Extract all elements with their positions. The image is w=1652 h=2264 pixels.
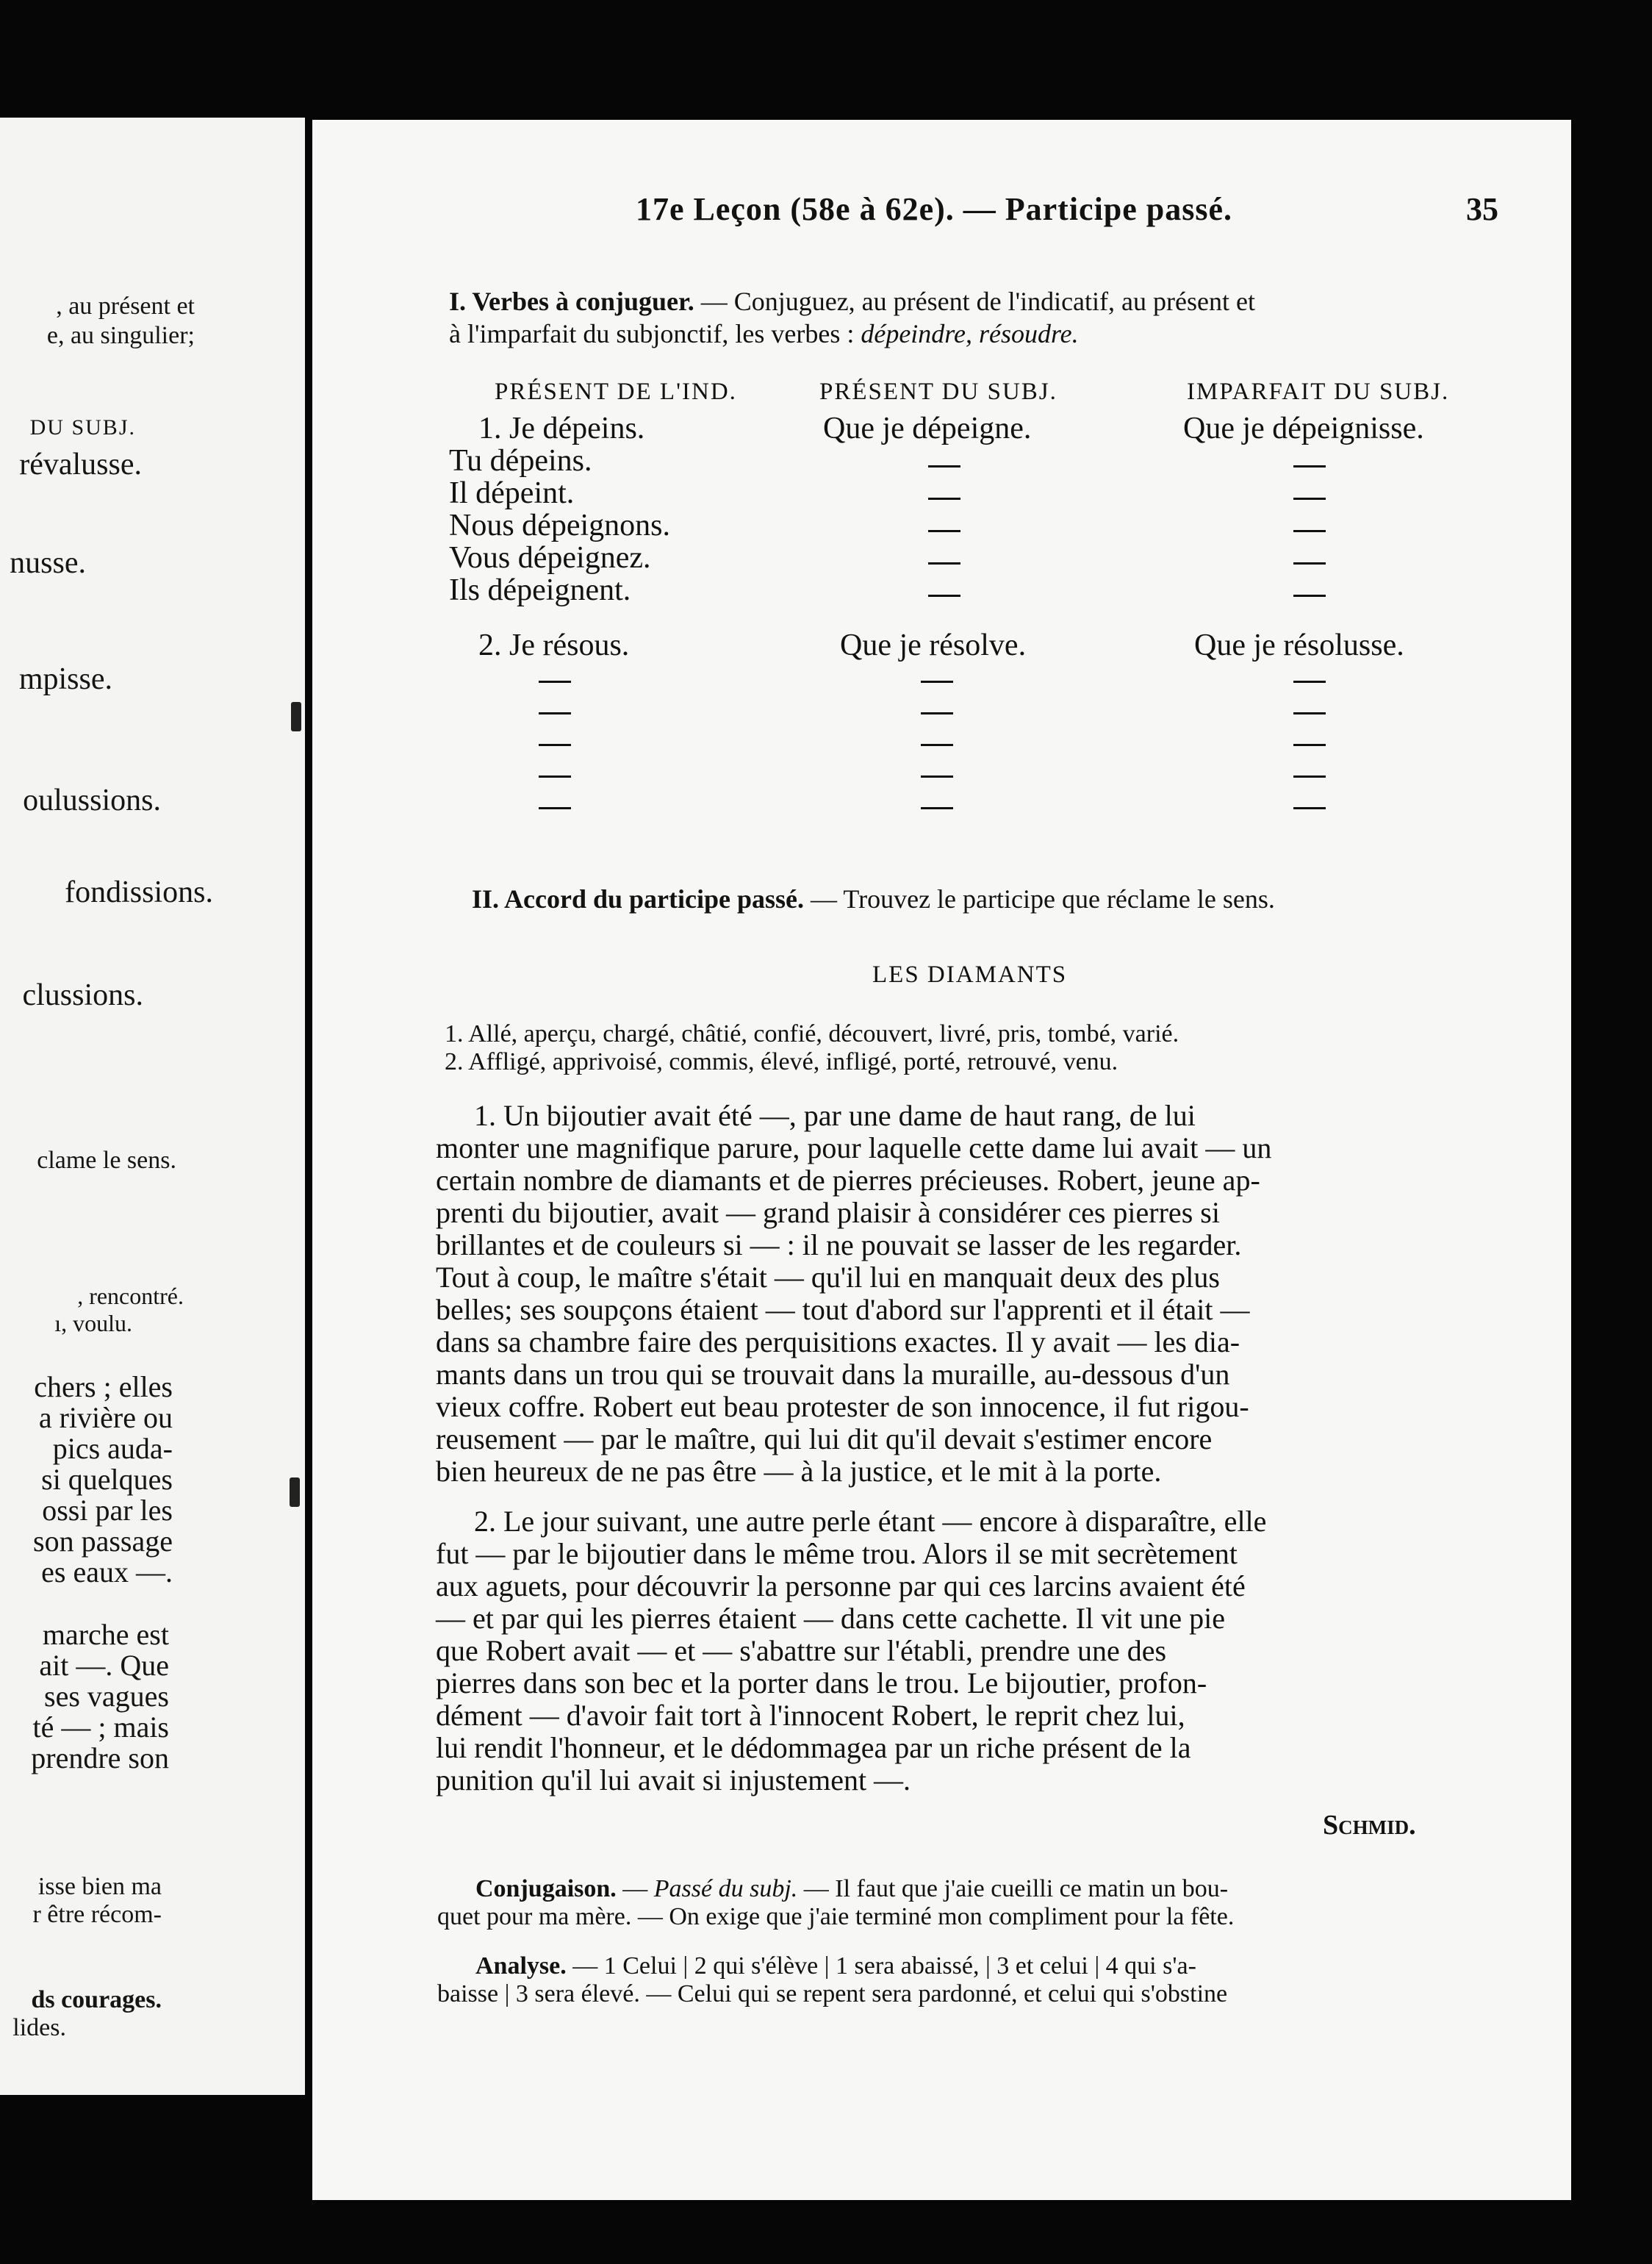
story-line: Tout à coup, le maître s'était — qu'il lui en manquait deux des plus	[436, 1261, 1220, 1294]
author-signature: Schmid.	[1323, 1810, 1416, 1841]
left-line: révalusse.	[19, 448, 142, 481]
blank-dash	[1293, 595, 1326, 597]
left-line: mpisse.	[18, 662, 112, 696]
col-header-imperfect-subjunctive: IMPARFAIT DU SUBJ.	[1187, 379, 1450, 405]
left-line: prendre son	[31, 1741, 169, 1774]
left-line: isse bien ma	[37, 1873, 162, 1900]
left-line: oulussions.	[23, 784, 161, 817]
left-line: , au présent et	[56, 293, 195, 320]
exercise-2-heading: II. Accord du participe passé.	[472, 884, 805, 914]
conjugaison-tense: Passé du subj.	[653, 1875, 798, 1902]
blank-dash	[1293, 465, 1326, 468]
story-line: 2. Le jour suivant, une autre perle étant — encore à disparaître, elle	[474, 1505, 1267, 1538]
conjugation-line: Ils dépeignent.	[449, 573, 631, 607]
page-number: 35	[1466, 191, 1498, 227]
analyse-line-1: — 1 Celui | 2 qui s'élève | 1 sera abaissé, | 3 et celui | 4 qui s'a-	[566, 1952, 1196, 1980]
story-paragraph-2	[436, 1505, 1266, 1796]
blank-dash	[539, 807, 571, 809]
story-line: aux aguets, pour découvrir la personne par qui ces larcins avaient été	[436, 1569, 1246, 1602]
blank-dash	[539, 744, 571, 746]
left-line: , rencontré.	[77, 1283, 184, 1309]
left-line: pics auda-	[52, 1432, 173, 1465]
word-list-2: 2. Affligé, apprivoisé, commis, élevé, infligé, porté, retrouvé, venu.	[445, 1048, 1118, 1075]
exercise-1-verbs: dépeindre, résoudre.	[861, 319, 1079, 348]
dash-column-subj-imperfect-1	[1293, 465, 1326, 627]
verb-1-subjunctive-present: Que je dépeigne.	[823, 412, 1032, 445]
exercise-1-instruction-line-1: — Conjuguez, au présent de l'indicatif, au présent et	[694, 287, 1255, 316]
analyse-line-2: baisse | 3 sera élevé. — Celui qui se repent sera pardonné, et celui qui s'obstine	[437, 1980, 1228, 2007]
blank-dash	[539, 712, 571, 714]
story-line: belles; ses soupçons étaient — tout d'abord sur l'apprenti et il était —	[436, 1293, 1250, 1326]
analyse-section	[437, 1952, 1227, 2008]
blank-dash	[1293, 498, 1326, 500]
left-line: r être récom-	[32, 1901, 162, 1928]
story-line: fut — par le bijoutier dans le même trou. Alors il se mit secrètement	[436, 1537, 1238, 1570]
left-line: ait —. Que	[39, 1649, 169, 1682]
exercise-1-heading: I. Verbes à conjuguer.	[449, 287, 694, 316]
left-line: DU SUBJ.	[29, 415, 136, 440]
exercise-2-instruction: — Trouvez le participe que réclame le sens.	[804, 884, 1275, 914]
story-line: certain nombre de diamants et de pierres précieuses. Robert, jeune ap-	[436, 1164, 1260, 1197]
story-line: vieux coffre. Robert eut beau protester de son innocence, il fut rigou-	[436, 1390, 1249, 1423]
verb-2-subjunctive-imperfect: Que je résolusse.	[1194, 628, 1404, 662]
blank-dash	[928, 498, 960, 500]
left-line: nusse.	[10, 546, 86, 580]
story-line: mants dans un trou qui se trouvait dans la muraille, au-dessous d'un	[436, 1358, 1230, 1391]
left-line: son passage	[33, 1525, 173, 1558]
story-line: reusement — par le maître, qui lui dit qu'il devait s'estimer encore	[436, 1422, 1213, 1455]
gutter-binding-mark	[291, 702, 301, 731]
conjugaison-section	[437, 1875, 1234, 1931]
col-header-present-subjunctive: PRÉSENT DU SUBJ.	[819, 379, 1057, 405]
story-line: 1. Un bijoutier avait été —, par une dame de haut rang, de lui	[474, 1099, 1196, 1132]
left-line: ı, voulu.	[54, 1310, 132, 1336]
verb-1-indicative-list	[449, 412, 670, 606]
left-line: ds courages.	[31, 1986, 162, 2013]
col-header-present-indicative: PRÉSENT DE L'IND.	[495, 379, 737, 405]
dash-column-subj-imperfect-2	[1293, 681, 1326, 839]
blank-dash	[1293, 775, 1326, 778]
analyse-label: Analyse.	[475, 1952, 567, 1980]
left-line: a rivière ou	[38, 1401, 173, 1434]
story-line: bien heureux de ne pas être — à la justice, et le mit à la porte.	[436, 1455, 1162, 1488]
blank-dash	[928, 595, 960, 597]
conjugaison-line-1: — Il faut que j'aie cueilli ce matin un bou-	[797, 1875, 1229, 1902]
left-line: clame le sens.	[37, 1147, 176, 1174]
blank-dash	[1293, 562, 1326, 565]
page-header-title: 17e Leçon (58e à 62e). — Participe passé.	[636, 191, 1233, 227]
gutter-binding-mark	[290, 1477, 300, 1507]
story-line: dément — d'avoir fait tort à l'innocent Robert, le reprit chez lui,	[436, 1699, 1185, 1732]
story-line: pierres dans son bec et la porter dans le trou. Le bijoutier, profon-	[436, 1666, 1207, 1699]
exercise-1-instruction-line-2: à l'imparfait du subjonctif, les verbes :	[449, 319, 861, 348]
blank-dash	[1293, 681, 1326, 683]
story-line: dans sa chambre faire des perquisitions exactes. Il y avait — les dia-	[436, 1325, 1240, 1358]
verb-1-subjunctive-imperfect: Que je dépeignisse.	[1183, 412, 1424, 445]
blank-dash	[921, 775, 953, 778]
story-line: lui rendit l'honneur, et le dédommagea par un riche présent de la	[436, 1731, 1191, 1764]
dash-column-subj-present-1	[928, 465, 960, 627]
left-line: chers ; elles	[34, 1370, 173, 1403]
dash-column-indicative-2	[539, 681, 571, 839]
verb-2-subjunctive-present: Que je résolve.	[840, 628, 1027, 662]
blank-dash	[921, 712, 953, 714]
conjugation-line: Vous dépeignez.	[449, 541, 651, 575]
left-line: ossi par les	[42, 1494, 173, 1527]
blank-dash	[539, 681, 571, 683]
blank-dash	[921, 681, 953, 683]
story-line: brillantes et de couleurs si — : il ne pouvait se lasser de les regarder.	[436, 1228, 1242, 1261]
dash-column-subj-present-2	[921, 681, 953, 839]
exercise-2-instructions	[472, 883, 1275, 915]
story-line: que Robert avait — et — s'abattre sur l'établi, prendre une des	[436, 1634, 1167, 1667]
story-title: LES DIAMANTS	[872, 961, 1068, 988]
blank-dash	[921, 744, 953, 746]
exercise-1-instructions	[449, 285, 1255, 350]
story-line: — et par qui les pierres étaient — dans cette cachette. Il vit une pie	[436, 1602, 1226, 1635]
conjugation-line: Nous dépeignons.	[449, 509, 670, 542]
blank-dash	[928, 465, 960, 468]
story-line: prenti du bijoutier, avait — grand plaisir à considérer ces pierres si	[436, 1196, 1220, 1229]
left-line: clussions.	[22, 978, 143, 1012]
word-list-1: 1. Allé, aperçu, chargé, châtié, confié, découvert, livré, pris, tombé, varié.	[445, 1020, 1179, 1047]
conjugaison-label: Conjugaison.	[475, 1875, 617, 1902]
left-line: es eaux —.	[41, 1555, 173, 1588]
left-line: té — ; mais	[32, 1710, 169, 1744]
left-line: lides.	[12, 2014, 66, 2041]
left-line: e, au singulier;	[46, 322, 195, 349]
left-line: fondissions.	[65, 875, 213, 909]
conjugation-line: 1. Je dépeins.	[478, 412, 645, 445]
left-line: ses vagues	[44, 1680, 169, 1713]
blank-dash	[1293, 712, 1326, 714]
story-line: punition qu'il lui avait si injustement —.	[436, 1763, 911, 1796]
conjugaison-dash: —	[616, 1875, 654, 1902]
left-line: marche est	[42, 1618, 169, 1651]
left-line: si quelques	[41, 1463, 173, 1496]
blank-dash	[928, 562, 960, 565]
left-page-fragment	[0, 118, 305, 2095]
right-page	[312, 120, 1571, 2200]
blank-dash	[921, 807, 953, 809]
blank-dash	[1293, 744, 1326, 746]
verb-2-indicative: 2. Je résous.	[478, 628, 630, 662]
blank-dash	[928, 530, 960, 532]
conjugation-line: Il dépeint.	[449, 476, 575, 510]
story-line: monter une magnifique parure, pour laquelle cette dame lui avait — un	[436, 1131, 1272, 1164]
story-paragraph-1	[436, 1100, 1271, 1488]
conjugaison-line-2: quet pour ma mère. — On exige que j'aie terminé mon compliment pour la fête.	[437, 1903, 1235, 1930]
blank-dash	[1293, 530, 1326, 532]
blank-dash	[539, 775, 571, 778]
blank-dash	[1293, 807, 1326, 809]
conjugation-line: Tu dépeins.	[449, 444, 592, 478]
